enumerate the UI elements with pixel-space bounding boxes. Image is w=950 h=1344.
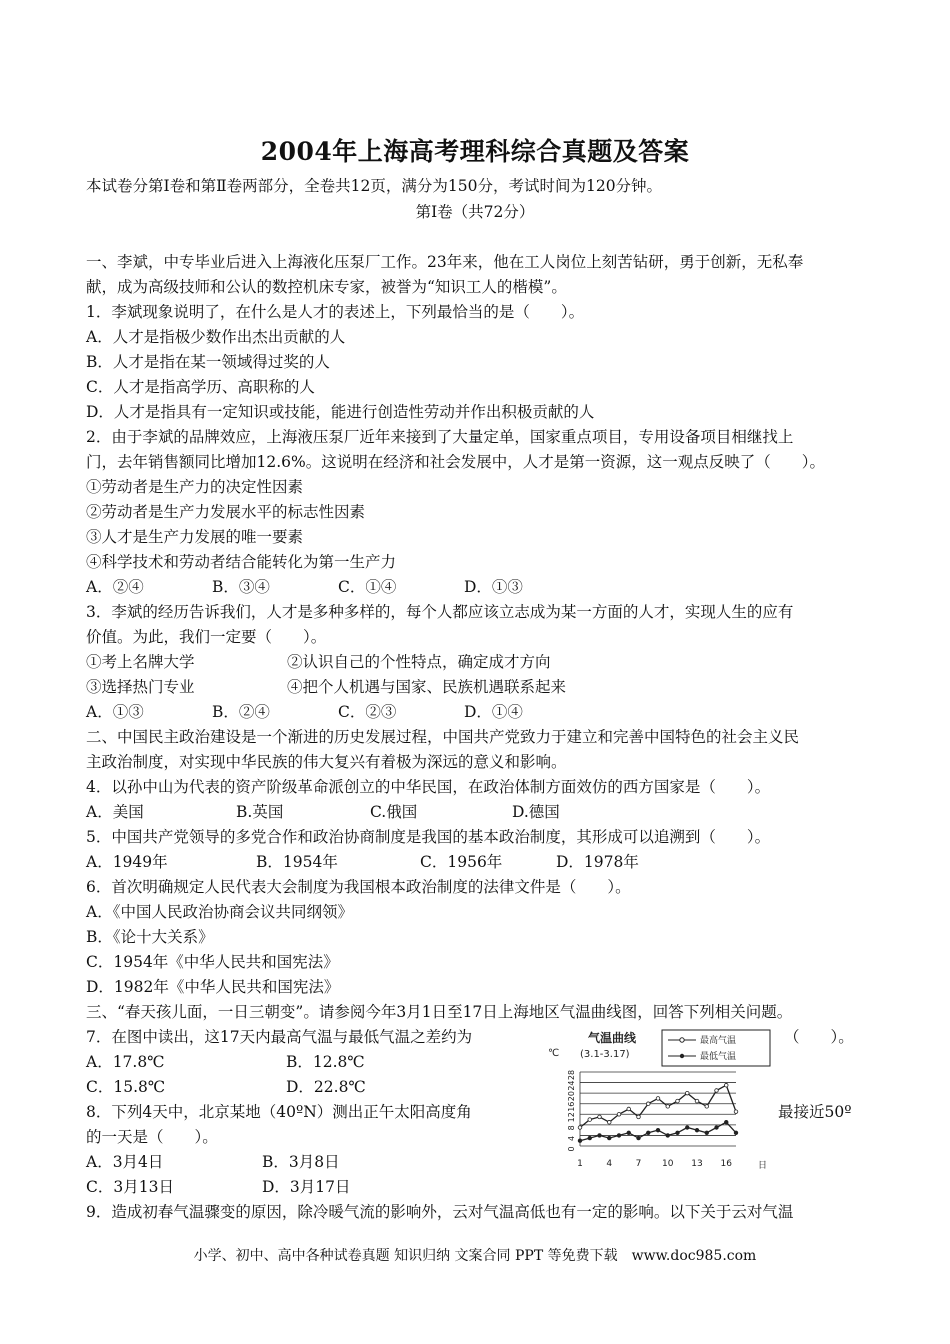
y-tick-label: 16 [567, 1101, 576, 1112]
data-point-low [588, 1136, 592, 1140]
q7-stem: 7．在图中读出，这17天内最高气温与最低气温之差约为 [86, 1028, 473, 1046]
data-point-high [627, 1107, 631, 1111]
q3-stem: 3．李斌的经历告诉我们，人才是多种多样的，每个人都应该立志成为某一方面的人才，实现人生的应有 [86, 603, 794, 621]
y-tick-label: 24 [567, 1080, 576, 1091]
q1-stem: 1．李斌现象说明了，在什么是人才的表述上，下列最恰当的是（ ）。 [86, 303, 585, 321]
data-point-low [734, 1131, 738, 1135]
y-tick-label: 20 [567, 1091, 576, 1102]
y-tick-label: 4 [567, 1135, 576, 1141]
chart-x-label: 日 [758, 1161, 768, 1171]
data-point-high [695, 1099, 699, 1103]
legend-marker-low [680, 1054, 684, 1058]
q2-item: ②劳动者是生产力发展水平的标志性因素 [86, 503, 366, 521]
q8-option-d: D．3月17日 [262, 1178, 351, 1196]
q2-item: ③人才是生产力发展的唯一要素 [86, 528, 304, 546]
chart-y-label: ℃ [548, 1048, 560, 1059]
section2-line: 主政治制度，对实现中华民族的伟大复兴有着极为深远的意义和影响。 [86, 753, 567, 771]
q5-option-b: B．1954年 [256, 853, 338, 871]
q1-option-a: A．人才是指极少数作出杰出贡献的人 [86, 328, 346, 346]
intro-text: 本试卷分第Ⅰ卷和第Ⅱ卷两部分，全卷共12页，满分为150分，考试时间为120分钟。 [86, 177, 663, 195]
data-point-low [646, 1131, 650, 1135]
x-tick-label: 16 [720, 1159, 732, 1169]
q3-item: ①考上名牌大学 [86, 653, 195, 671]
q2-item: ④科学技术和劳动者结合能转化为第一生产力 [86, 553, 397, 571]
data-point-high [637, 1115, 641, 1119]
data-point-high [598, 1115, 602, 1119]
data-point-high [715, 1089, 719, 1093]
q2-option-b: B．③④ [212, 578, 270, 596]
data-point-high [676, 1099, 680, 1103]
q3-option-a: A．①③ [86, 703, 144, 721]
legend-label-low: 最低气温 [700, 1052, 737, 1062]
data-point-low [617, 1134, 621, 1138]
data-point-low [627, 1131, 631, 1135]
data-point-high [705, 1105, 709, 1109]
data-point-high [734, 1110, 738, 1114]
x-tick-label: 13 [691, 1159, 703, 1169]
data-point-high [617, 1112, 621, 1116]
part1-heading: 第Ⅰ卷（共72分） [415, 203, 535, 221]
q8-option-a: A．3月4日 [86, 1153, 164, 1171]
data-point-low [715, 1126, 719, 1130]
y-tick-label: 8 [567, 1125, 576, 1131]
legend-label-high: 最高气温 [700, 1036, 737, 1046]
q7-option-b: B．12.8℃ [286, 1053, 365, 1071]
q9-stem: 9．造成初春气温骤变的原因，除冷暖气流的影响外，云对气温高低也有一定的影响。以下关于云对气温 [86, 1203, 794, 1221]
q8-stem-tail: 最接近50º [778, 1103, 852, 1121]
data-point-high [588, 1118, 592, 1122]
q1-option-b: B．人才是指在某一领域得过奖的人 [86, 353, 330, 371]
data-point-low [637, 1136, 641, 1140]
q2-item: ①劳动者是生产力的决定性因素 [86, 478, 304, 496]
legend-marker-high [680, 1038, 684, 1042]
q8-option-b: B．3月8日 [262, 1153, 340, 1171]
q5-option-d: D．1978年 [556, 853, 639, 871]
chart-title: 气温曲线 [588, 1031, 637, 1045]
data-point-low [656, 1128, 660, 1132]
q5-option-c: C．1956年 [420, 853, 503, 871]
q2-stem: 2．由于李斌的品牌效应，上海液压泵厂近年来接到了大量定单，国家重点项目，专用设备项目相继找上 [86, 428, 794, 446]
y-tick-label: 12 [567, 1112, 576, 1123]
section1-line: 一、李斌，中专毕业后进入上海液化压泵厂工作。23年来，他在工人岗位上刻苦钻研，勇于创新，无私奉 [86, 253, 804, 271]
data-point-low [695, 1128, 699, 1132]
q6-stem: 6．首次明确规定人民代表大会制度为我国根本政治制度的法律文件是（ ）。 [86, 878, 631, 896]
x-tick-label: 7 [635, 1159, 642, 1169]
q6-option-a: A．《中国人民政治协商会议共同纲领》 [86, 903, 353, 921]
data-point-low [685, 1126, 689, 1130]
q3-option-b: B．②④ [212, 703, 270, 721]
data-point-high [666, 1105, 670, 1109]
data-point-high [724, 1083, 728, 1087]
q6-option-b: B．《论十大关系》 [86, 928, 214, 946]
data-point-low [607, 1136, 611, 1140]
q3-item: ②认识自己的个性特点，确定成才方向 [287, 653, 551, 671]
q7-stem-tail: （ ）。 [784, 1028, 854, 1046]
data-point-high [578, 1126, 582, 1130]
q3-option-d: D．①④ [464, 703, 523, 721]
q7-option-c: C．15.8℃ [86, 1078, 166, 1096]
q5-stem: 5．中国共产党领导的多党合作和政治协商制度是我国的基本政治制度，其形成可以追溯到（ ）。 [86, 828, 771, 846]
section1-line: 献，成为高级技师和公认的数控机床专家，被誉为“知识工人的楷模”。 [86, 278, 567, 296]
q7-option-d: D．22.8℃ [286, 1078, 366, 1096]
q2-stem: 门，去年销售额同比增加12.6%。这说明在经济和社会发展中，人才是第一资源，这一观点反映了（ ）。 [86, 453, 825, 471]
q2-option-a: A．②④ [86, 578, 144, 596]
q5-option-a: A．1949年 [86, 853, 168, 871]
data-point-low [724, 1120, 728, 1124]
data-point-low [676, 1131, 680, 1135]
q8-stem: 8．下列4天中，北京某地（40ºN）测出正午太阳高度角 [86, 1103, 472, 1121]
data-point-low [705, 1131, 709, 1135]
series-line-high [580, 1085, 736, 1127]
data-point-low [666, 1134, 670, 1138]
q2-option-d: D．①③ [464, 578, 523, 596]
q4-stem: 4．以孙中山为代表的资产阶级革命派创立的中华民国，在政治体制方面效仿的西方国家是（ ）。 [86, 778, 771, 796]
chart-subtitle: (3.1-3.17) [580, 1049, 630, 1060]
q4-option-c: C.俄国 [370, 803, 418, 821]
q4-option-b: B.英国 [236, 803, 284, 821]
data-point-low [578, 1139, 582, 1143]
q6-option-c: C．1954年《中华人民共和国宪法》 [86, 953, 339, 971]
q8-option-c: C．3月13日 [86, 1178, 174, 1196]
y-tick-label: 0 [567, 1146, 576, 1152]
x-tick-label: 10 [662, 1159, 674, 1169]
q1-option-d: D．人才是指具有一定知识或技能，能进行创造性劳动并作出积极贡献的人 [86, 403, 595, 421]
data-point-high [607, 1120, 611, 1124]
q7-option-a: A．17.8℃ [86, 1053, 165, 1071]
q6-option-d: D．1982年《中华人民共和国宪法》 [86, 978, 340, 996]
data-point-high [685, 1091, 689, 1095]
section3-line: 三、“春天孩儿面，一日三朝变”。请参阅今年3月1日至17日上海地区气温曲线图，回答下列相关问题。 [86, 1003, 793, 1021]
q3-option-c: C．②③ [338, 703, 397, 721]
section2-line: 二、中国民主政治建设是一个渐进的历史发展过程，中国共产党致力于建立和完善中国特色的社会主义民 [86, 728, 800, 746]
chart-legend [662, 1030, 770, 1066]
data-point-high [656, 1097, 660, 1101]
footer-text: 小学、初中、高中各种试卷真题 知识归纳 文案合同 PPT 等免费下载 www.doc985.com [193, 1248, 757, 1264]
temperature-chart [540, 1026, 776, 1176]
q3-item: ④把个人机遇与国家、民族机遇联系起来 [287, 678, 567, 696]
data-point-low [598, 1134, 602, 1138]
q4-option-d: D.德国 [512, 803, 560, 821]
data-point-high [646, 1102, 650, 1106]
q3-item: ③选择热门专业 [86, 678, 195, 696]
q8-stem-line2: 的一天是（ ）。 [86, 1128, 218, 1146]
q4-option-a: A．美国 [86, 803, 144, 821]
page-title: 2004年上海高考理科综合真题及答案 [260, 137, 690, 166]
y-tick-label: 28 [567, 1069, 576, 1081]
q1-option-c: C．人才是指高学历、高职称的人 [86, 378, 315, 396]
q2-option-c: C．①④ [338, 578, 397, 596]
q3-stem: 价值。为此，我们一定要（ ）。 [86, 628, 327, 646]
x-tick-label: 4 [606, 1159, 613, 1169]
x-tick-label: 1 [577, 1159, 583, 1169]
